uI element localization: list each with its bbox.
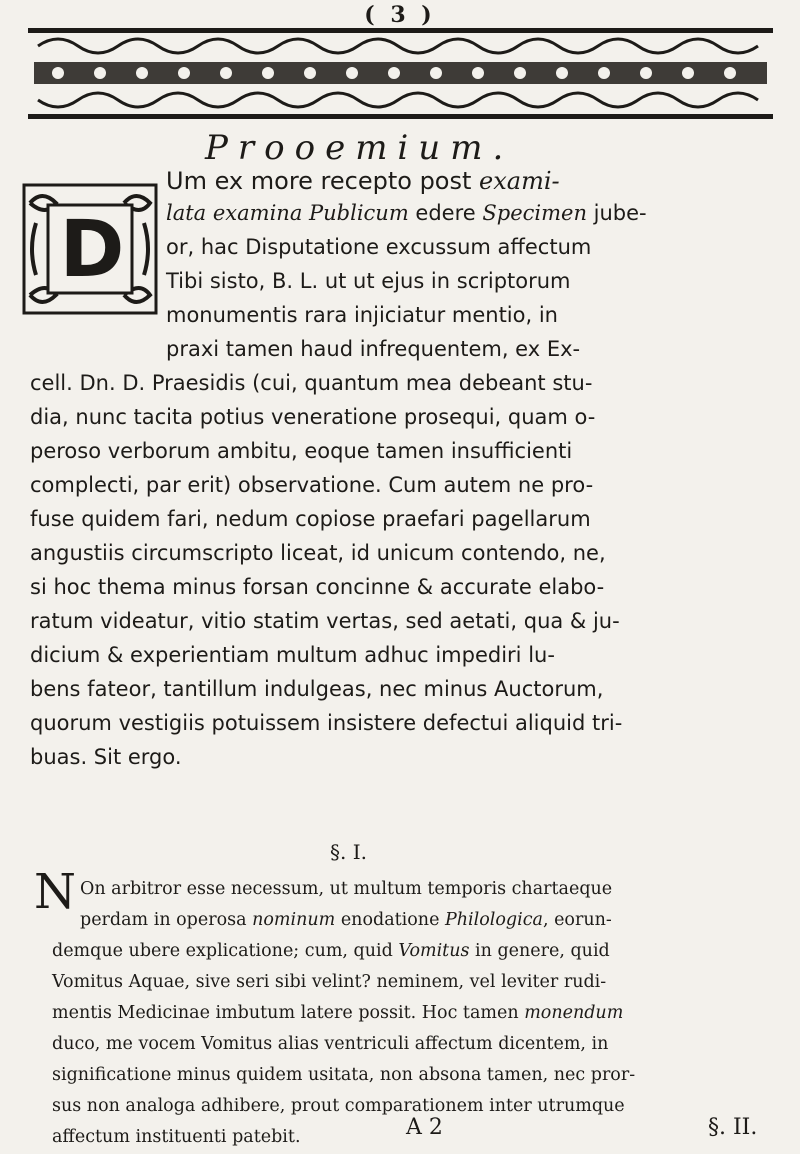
body-line: buas. Sit ergo. <box>30 745 182 769</box>
paragraph-line: mentis Medicinae imbutum latere possit. Hoc tamen monendum <box>52 1003 624 1023</box>
paragraph-line: demque ubere explicatione; cum, quid Vomitus in genere, quid <box>52 941 610 961</box>
body-line: dicium & experientiam multum adhuc impediri lu- <box>30 643 555 667</box>
body-line: cell. Dn. D. Praesidis (cui, quantum mea debeant stu- <box>30 371 593 395</box>
intro-line: Tibi sisto, B. L. ut ut ejus in scriptorum <box>166 269 571 293</box>
body-line: angustiis circumscripto liceat, id unicum contendo, ne, <box>30 541 606 565</box>
body-line: dia, nunc tacita potius veneratione prosequi, quam o- <box>30 405 596 429</box>
body-line: peroso verborum ambitu, eoque tamen insufficienti <box>30 439 573 463</box>
section-mark: §. I. <box>330 840 367 864</box>
body-line: quorum vestigiis potuissem insistere defectui aliquid tri- <box>30 711 623 735</box>
intro-line: lata examina Publicum edere Specimen jube- <box>166 201 647 225</box>
footer-signature: A 2 <box>406 1115 443 1140</box>
body-line: complecti, par erit) observatione. Cum autem ne pro- <box>30 473 594 497</box>
page-title: Prooemium. <box>205 128 514 168</box>
paragraph-line: Vomitus Aquae, sive seri sibi velint? neminem, vel leviter rudi- <box>52 972 607 992</box>
body-line: bens fateor, tantillum indulgeas, nec minus Auctorum, <box>30 677 604 701</box>
paragraph-initial: N <box>34 864 76 920</box>
paragraph-line: perdam in operosa nominum enodatione Philologica, eorun- <box>80 910 612 930</box>
intro-line: praxi tamen haud infrequentem, ex Ex- <box>166 337 581 361</box>
intro-line: monumentis rara injiciatur mentio, in <box>166 303 558 327</box>
paragraph-line: duco, me vocem Vomitus alias ventriculi affectum dicentem, in <box>52 1034 609 1054</box>
intro-line: or, hac Disputatione excussum affectum <box>166 235 592 259</box>
page-signature: ( 3 ) <box>364 2 436 28</box>
body-line: fuse quidem fari, nedum copiose praefari pagellarum <box>30 507 591 531</box>
body-line: ratum videatur, vitio statim vertas, sed aetati, qua & ju- <box>30 609 620 633</box>
paragraph-line: sus non analoga adhibere, prout comparationem inter utrumque <box>52 1096 625 1116</box>
drop-cap-letter: D <box>59 205 125 295</box>
ornamental-headpiece <box>28 26 773 120</box>
body-line: si hoc thema minus forsan concinne & accurate elabo- <box>30 575 605 599</box>
paragraph-line: significatione minus quidem usitata, non absona tamen, nec pror- <box>52 1065 636 1085</box>
paragraph-line: affectum instituenti patebit. <box>52 1127 301 1147</box>
paragraph-line: On arbitror esse necessum, ut multum temporis chartaeque <box>80 879 613 899</box>
footer-catchword: §. II. <box>708 1115 758 1140</box>
intro-line: Um ex more recepto post exami- <box>166 167 560 195</box>
